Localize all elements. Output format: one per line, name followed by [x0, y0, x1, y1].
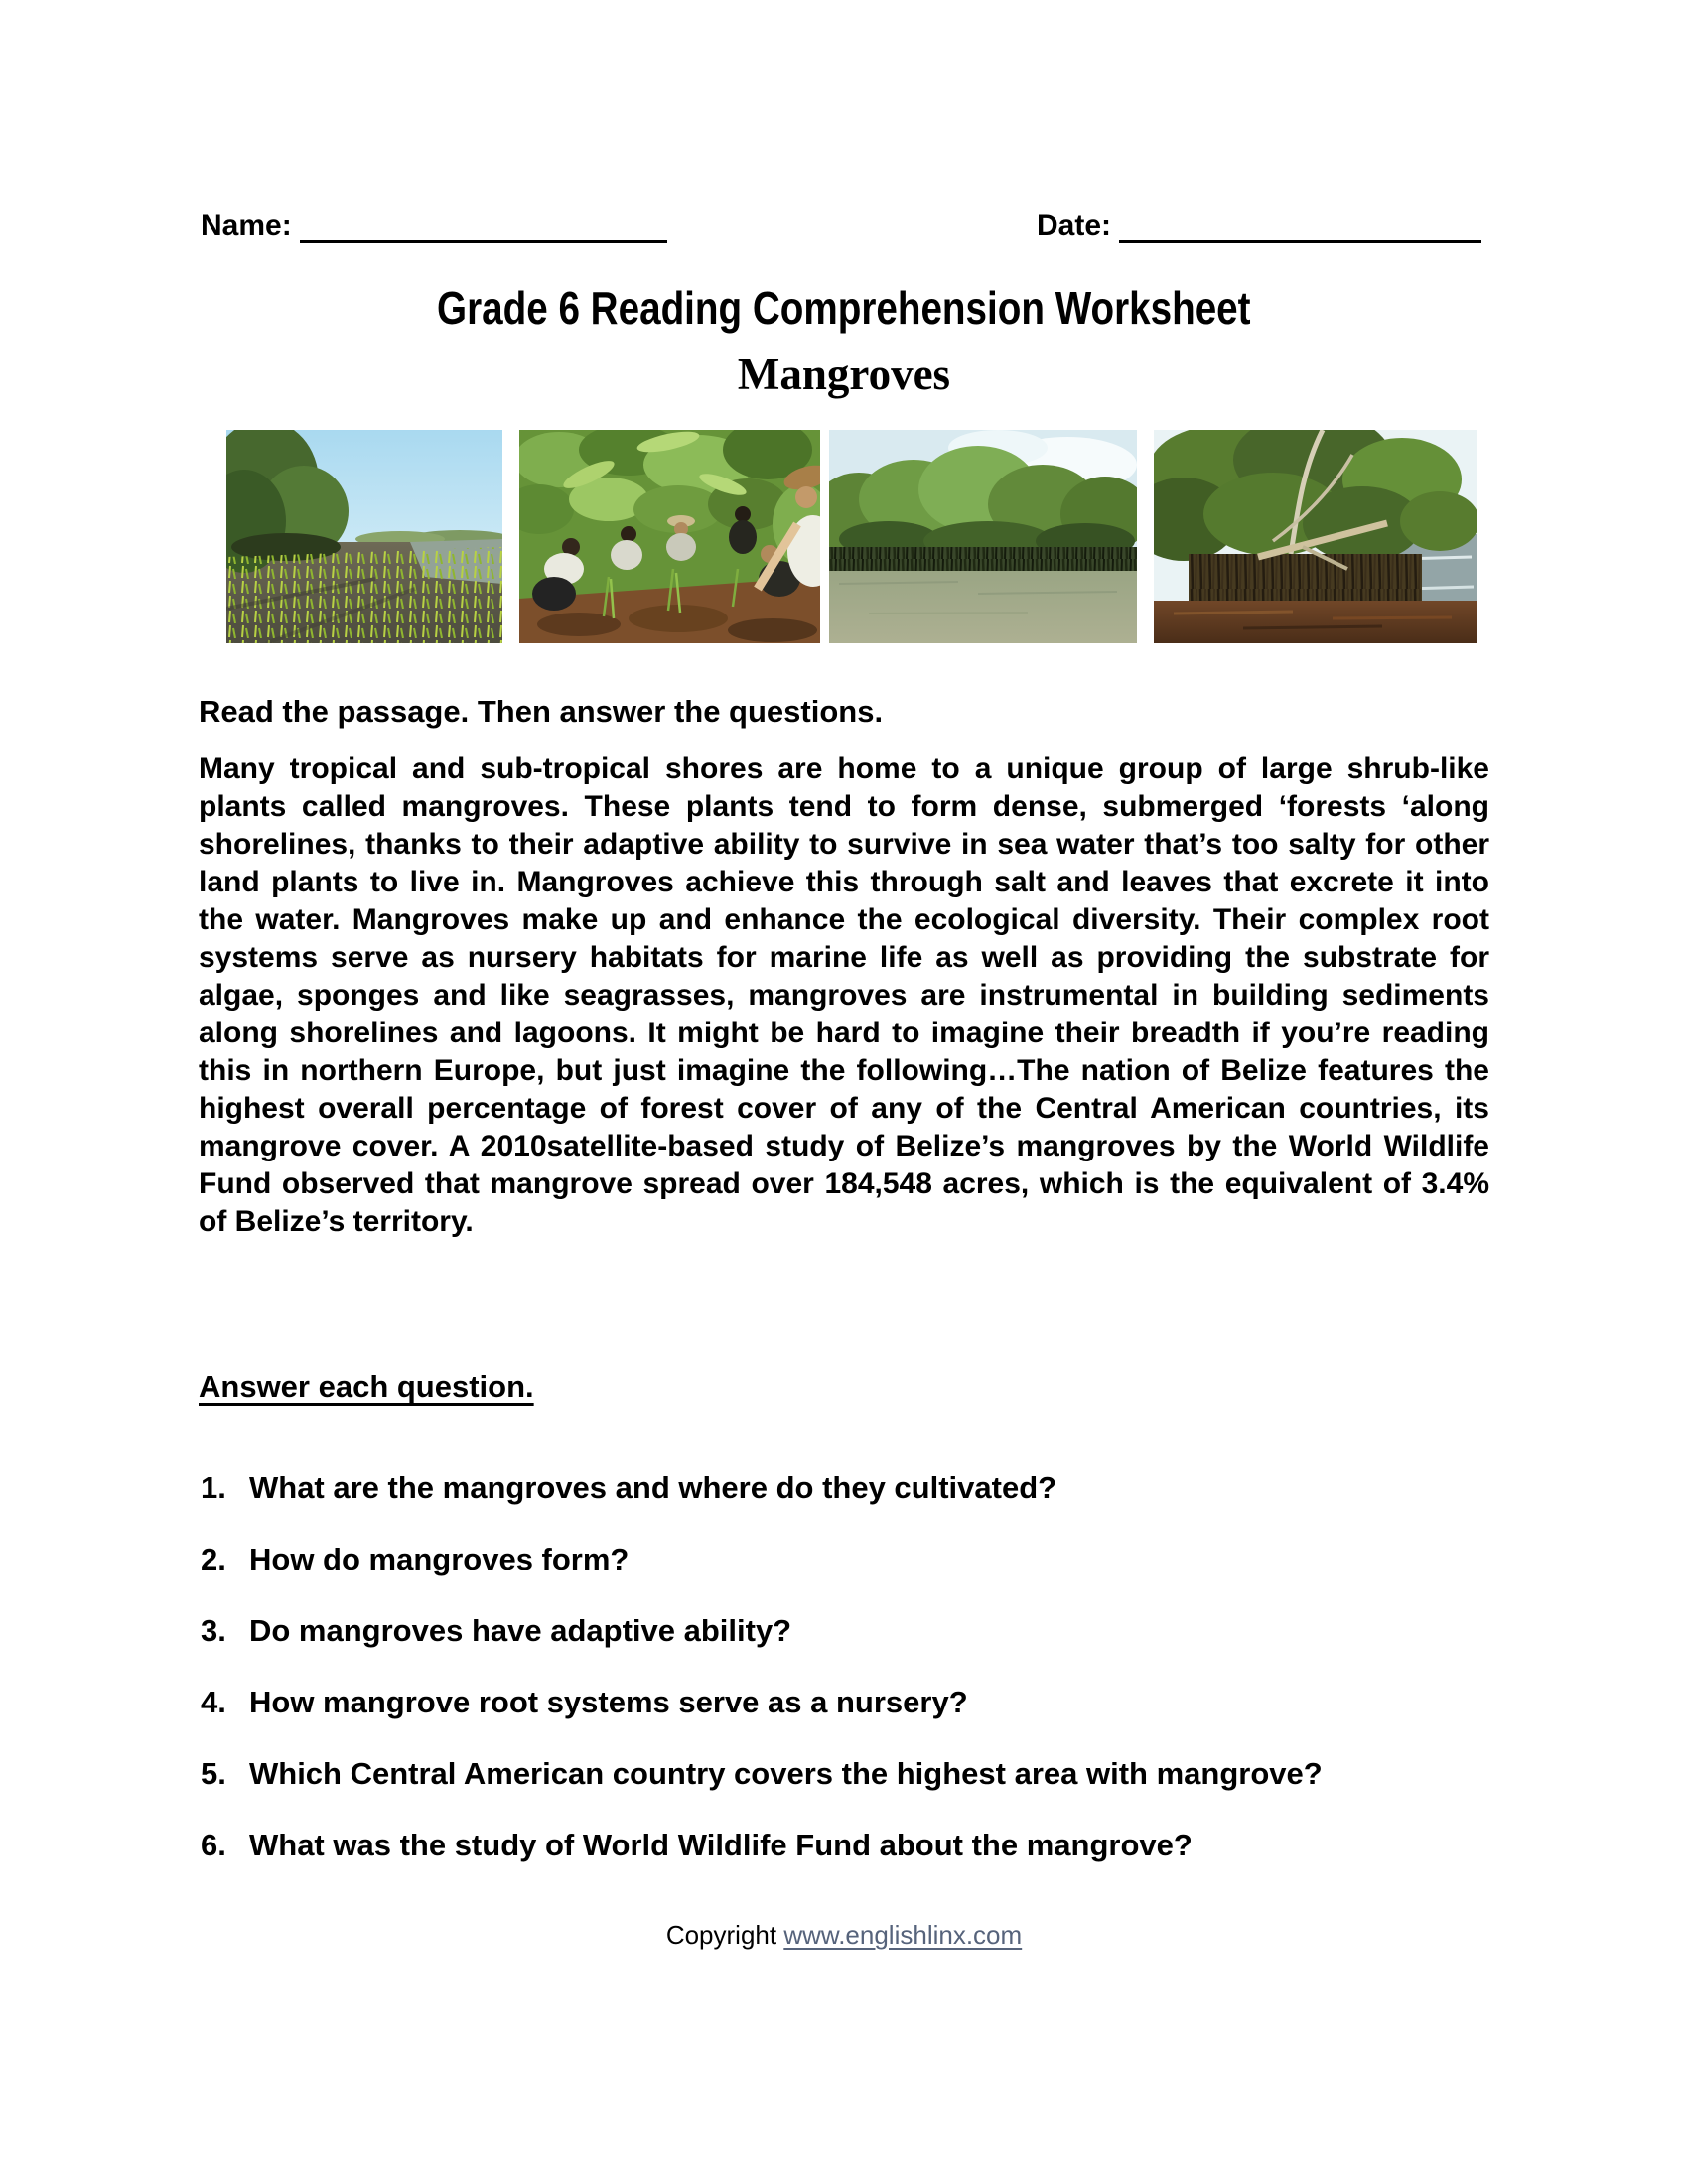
mangrove-seedlings-illustration: [226, 430, 502, 643]
question-item: [201, 1685, 1591, 1720]
page-title: Grade 6 Reading Comprehension Worksheet: [437, 282, 1251, 334]
photo-mangrove-seedlings: [226, 430, 502, 643]
question-item: [201, 1828, 1591, 1863]
question-number: 6.: [201, 1828, 226, 1862]
instruction-text: Read the passage. Then answer the questions.: [199, 694, 884, 729]
mangrove-roots-illustration: [1154, 430, 1477, 643]
question-number: 2.: [201, 1542, 226, 1576]
date-blank-line: [1119, 210, 1481, 243]
question-item: [201, 1542, 1591, 1577]
mangrove-planting-illustration: [519, 430, 820, 643]
question-number: 4.: [201, 1685, 226, 1719]
photo-mangrove-planting: [519, 430, 820, 643]
footer: [0, 1920, 1688, 1950]
date-field-group: [1037, 209, 1481, 243]
photo-strip: [226, 430, 1477, 643]
name-blank-line: [300, 210, 667, 243]
question-item: [201, 1756, 1591, 1792]
question-item: [201, 1613, 1591, 1649]
question-number: 1.: [201, 1470, 226, 1505]
answer-heading: Answer each question.: [199, 1369, 534, 1404]
question-list: [201, 1470, 1591, 1899]
date-label: Date:: [1037, 209, 1112, 242]
worksheet-subtitle: Mangroves: [737, 349, 951, 399]
question-item: [201, 1470, 1591, 1506]
question-text: Which Central American country covers the highest area with mangrove?: [249, 1756, 1323, 1791]
mangrove-forest-illustration: [829, 430, 1137, 643]
question-text: How mangrove root systems serve as a nursery?: [249, 1685, 968, 1719]
passage-text: Many tropical and sub-tropical shores are home to a unique group of large shrub-like plants called mangroves. These plants tend to form dense, submerged ‘forests ‘along shorelines, thanks to their adaptive ability to survive in sea water that’s too salty for other land plants to live in. Mangroves achieve this through salt and leaves that excrete it into the water. Mangroves make up and enhance the ecological diversity. Their complex root systems serve as nursery habitats for marine life as well as providing the substrate for algae, sponges and like seagrasses, mangroves are instrumental in building sediments along shorelines and lagoons. It might be hard to imagine their breadth if you’re reading this in northern Europe, but just imagine the following…The nation of Belize features the highest overall percentage of forest cover of any of the Central American countries, its mangrove cover. A 2010satellite-based study of Belize’s mangroves by the World Wildlife Fund observed that mangrove spread over 184,548 acres, which is the equivalent of 3.4% of Belize’s territory.: [199, 752, 1489, 1238]
photo-mangrove-forest: [829, 430, 1137, 643]
copyright-link[interactable]: www.englishlinx.com: [783, 1920, 1023, 1950]
question-number: 5.: [201, 1756, 226, 1791]
question-text: What was the study of World Wildlife Fund about the mangrove?: [249, 1828, 1193, 1862]
question-text: What are the mangroves and where do they cultivated?: [249, 1470, 1057, 1505]
question-number: 3.: [201, 1613, 226, 1648]
header-fill-row: [0, 209, 1688, 249]
question-text: Do mangroves have adaptive ability?: [249, 1613, 792, 1648]
copyright-text: Copyright: [665, 1920, 784, 1950]
photo-mangrove-roots: [1154, 430, 1477, 643]
name-field-group: [201, 209, 667, 243]
question-text: How do mangroves form?: [249, 1542, 630, 1576]
name-label: Name:: [201, 209, 292, 242]
